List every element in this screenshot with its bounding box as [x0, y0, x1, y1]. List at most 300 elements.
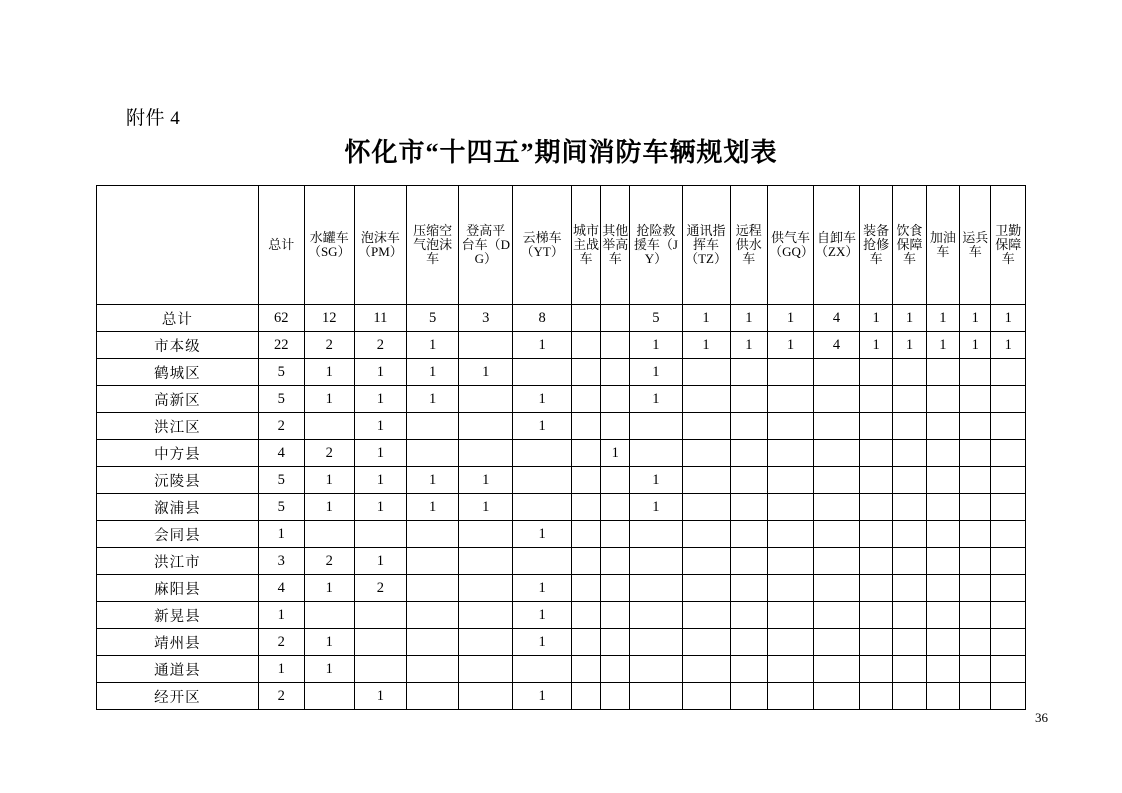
table-cell: 1: [960, 332, 991, 359]
table-cell: [859, 629, 892, 656]
table-cell: 1: [682, 332, 730, 359]
table-cell: [730, 656, 768, 683]
table-cell: [814, 521, 860, 548]
table-cell: 1: [354, 359, 406, 386]
table-cell: [682, 629, 730, 656]
table-cell: [814, 575, 860, 602]
table-cell: [991, 629, 1026, 656]
table-cell: [768, 548, 814, 575]
table-cell: [406, 521, 458, 548]
table-cell: [926, 656, 959, 683]
table-cell: [768, 440, 814, 467]
table-cell: [630, 602, 682, 629]
table-cell: [571, 494, 600, 521]
table-cell: [926, 467, 959, 494]
table-cell: [630, 521, 682, 548]
table-cell: 5: [406, 305, 458, 332]
table-cell: [893, 413, 926, 440]
table-cell: [991, 683, 1026, 710]
table-cell: [682, 548, 730, 575]
table-cell: [893, 467, 926, 494]
table-cell: [730, 575, 768, 602]
table-row: [97, 467, 1026, 494]
table-cell: 1: [513, 629, 571, 656]
table-cell: [459, 602, 513, 629]
table-cell: [926, 413, 959, 440]
table-cell: [768, 683, 814, 710]
row-region-label: 通道县: [97, 656, 259, 683]
table-cell: [571, 629, 600, 656]
table-cell: [304, 683, 354, 710]
table-cell: [682, 440, 730, 467]
table-cell: [459, 440, 513, 467]
table-cell: [630, 440, 682, 467]
table-cell: [730, 494, 768, 521]
table-cell: [859, 521, 892, 548]
table-cell: 1: [513, 602, 571, 629]
table-cell: [682, 467, 730, 494]
column-header-ladder: 云梯车（YT）: [513, 186, 571, 305]
table-cell: [730, 440, 768, 467]
attachment-label: 附件 4: [126, 108, 181, 129]
table-cell: [601, 521, 630, 548]
table-cell: [730, 413, 768, 440]
table-cell: [459, 683, 513, 710]
table-cell: 1: [630, 494, 682, 521]
table-cell: 1: [926, 305, 959, 332]
table-cell: [354, 629, 406, 656]
table-cell: [304, 413, 354, 440]
table-cell: 2: [258, 629, 304, 656]
table-cell: 2: [304, 548, 354, 575]
table-cell: [991, 413, 1026, 440]
table-cell: [406, 575, 458, 602]
table-cell: 1: [991, 305, 1026, 332]
row-region-label: 靖州县: [97, 629, 259, 656]
table-cell: 22: [258, 332, 304, 359]
table-cell: 1: [513, 386, 571, 413]
table-cell: [768, 521, 814, 548]
column-header-support: 卫勤保障车: [991, 186, 1026, 305]
table-cell: [991, 494, 1026, 521]
table-cell: [768, 413, 814, 440]
table-cell: [406, 548, 458, 575]
table-cell: 1: [406, 359, 458, 386]
table-cell: [893, 521, 926, 548]
table-cell: 1: [513, 575, 571, 602]
table-cell: [459, 386, 513, 413]
table-cell: [814, 548, 860, 575]
table-row: [97, 629, 1026, 656]
table-cell: [601, 494, 630, 521]
row-region-label: 会同县: [97, 521, 259, 548]
table-cell: [926, 629, 959, 656]
table-cell: 4: [258, 440, 304, 467]
table-cell: 1: [630, 359, 682, 386]
row-region-label: 洪江区: [97, 413, 259, 440]
table-cell: [630, 656, 682, 683]
table-cell: [571, 386, 600, 413]
table-cell: [814, 386, 860, 413]
table-cell: 62: [258, 305, 304, 332]
table-cell: [630, 413, 682, 440]
table-cell: [893, 386, 926, 413]
table-cell: [960, 656, 991, 683]
table-cell: [960, 467, 991, 494]
table-cell: [513, 467, 571, 494]
column-header-other-lift: 其他举高车: [601, 186, 630, 305]
table-cell: 1: [354, 683, 406, 710]
table-cell: [682, 413, 730, 440]
row-region-label: 鹤城区: [97, 359, 259, 386]
table-cell: [513, 494, 571, 521]
table-cell: [601, 548, 630, 575]
table-cell: 1: [304, 656, 354, 683]
table-cell: [893, 359, 926, 386]
table-cell: [991, 359, 1026, 386]
table-cell: [893, 629, 926, 656]
table-cell: 1: [730, 305, 768, 332]
table-cell: 2: [258, 683, 304, 710]
table-cell: [730, 629, 768, 656]
table-cell: [459, 629, 513, 656]
table-cell: 3: [258, 548, 304, 575]
table-cell: [926, 683, 959, 710]
table-cell: [859, 440, 892, 467]
table-cell: [682, 386, 730, 413]
page-title: 怀化市“十四五”期间消防车辆规划表: [344, 138, 778, 167]
table-cell: [768, 494, 814, 521]
table-cell: [730, 548, 768, 575]
table-cell: [859, 656, 892, 683]
table-cell: [406, 629, 458, 656]
column-header-platform: 登高平台车（DG）: [459, 186, 513, 305]
table-cell: [960, 548, 991, 575]
table-cell: 5: [258, 494, 304, 521]
table-cell: [571, 413, 600, 440]
table-cell: [960, 521, 991, 548]
table-cell: [571, 440, 600, 467]
table-cell: [601, 413, 630, 440]
row-region-label: 沅陵县: [97, 467, 259, 494]
table-cell: [571, 521, 600, 548]
column-header-fuel: 加油车: [926, 186, 959, 305]
table-cell: 1: [406, 467, 458, 494]
table-cell: [814, 413, 860, 440]
table-cell: [926, 494, 959, 521]
table-cell: [960, 440, 991, 467]
table-cell: [459, 575, 513, 602]
table-cell: [601, 629, 630, 656]
table-body: [97, 305, 1026, 710]
table-cell: [601, 467, 630, 494]
table-cell: 1: [406, 494, 458, 521]
table-row: [97, 305, 1026, 332]
table-cell: [893, 494, 926, 521]
table-cell: [926, 602, 959, 629]
table-cell: 1: [354, 413, 406, 440]
table-cell: 8: [513, 305, 571, 332]
table-cell: [571, 602, 600, 629]
table-cell: 5: [258, 467, 304, 494]
table-cell: [768, 359, 814, 386]
table-cell: [730, 467, 768, 494]
table-cell: 1: [354, 548, 406, 575]
table-cell: [893, 602, 926, 629]
table-cell: [991, 575, 1026, 602]
table-cell: [859, 386, 892, 413]
table-cell: [406, 602, 458, 629]
table-cell: [459, 656, 513, 683]
table-cell: [601, 332, 630, 359]
column-header-gas: 供气车（GQ）: [768, 186, 814, 305]
table-row: [97, 386, 1026, 413]
table-cell: [960, 602, 991, 629]
table-cell: [730, 359, 768, 386]
table-cell: 1: [513, 332, 571, 359]
table-cell: [601, 575, 630, 602]
table-cell: [601, 305, 630, 332]
table-row: [97, 656, 1026, 683]
table-header-row: [97, 186, 1026, 305]
table-cell: 1: [459, 467, 513, 494]
column-header-water: 水罐车（SG）: [304, 186, 354, 305]
table-cell: [859, 413, 892, 440]
table-cell: 1: [258, 602, 304, 629]
table-cell: [960, 629, 991, 656]
table-cell: [960, 575, 991, 602]
table-cell: [859, 602, 892, 629]
table-cell: [859, 467, 892, 494]
table-cell: [960, 359, 991, 386]
table-cell: [513, 548, 571, 575]
column-header-transport: 运兵车: [960, 186, 991, 305]
table-cell: [960, 386, 991, 413]
table-cell: 11: [354, 305, 406, 332]
table-cell: 1: [258, 521, 304, 548]
table-cell: [601, 683, 630, 710]
table-cell: [571, 467, 600, 494]
table-cell: [926, 521, 959, 548]
table-cell: 12: [304, 305, 354, 332]
table-cell: [859, 359, 892, 386]
table-cell: [406, 656, 458, 683]
fire-vehicle-plan-table: [96, 185, 1026, 710]
table-cell: 1: [960, 305, 991, 332]
table-row: [97, 548, 1026, 575]
table-cell: [304, 521, 354, 548]
table-cell: [991, 521, 1026, 548]
column-header-total: 总计: [258, 186, 304, 305]
table-cell: [768, 602, 814, 629]
table-cell: [630, 629, 682, 656]
column-header-food: 饮食保障车: [893, 186, 926, 305]
table-cell: [768, 629, 814, 656]
table-cell: 5: [630, 305, 682, 332]
column-header-remote-water: 远程供水车: [730, 186, 768, 305]
table-cell: [730, 521, 768, 548]
table-cell: 1: [354, 467, 406, 494]
table-cell: [459, 548, 513, 575]
table-cell: [682, 683, 730, 710]
table-cell: 1: [304, 575, 354, 602]
table-cell: [814, 494, 860, 521]
table-cell: [730, 683, 768, 710]
table-cell: [682, 521, 730, 548]
table-cell: [730, 602, 768, 629]
table-row: [97, 602, 1026, 629]
table-cell: [814, 629, 860, 656]
row-region-label: 洪江市: [97, 548, 259, 575]
column-header-foam: 泡沫车（PM）: [354, 186, 406, 305]
table-cell: 1: [893, 305, 926, 332]
table-row: [97, 494, 1026, 521]
table-cell: [682, 656, 730, 683]
table-cell: [960, 413, 991, 440]
column-header-self-unload: 自卸车（ZX）: [814, 186, 860, 305]
table-cell: [406, 683, 458, 710]
table-cell: [730, 386, 768, 413]
table-cell: [814, 683, 860, 710]
table-cell: [926, 440, 959, 467]
table-cell: 1: [354, 494, 406, 521]
table-cell: [768, 386, 814, 413]
table-cell: 1: [991, 332, 1026, 359]
table-cell: [859, 575, 892, 602]
table-cell: 4: [814, 305, 860, 332]
table-cell: 1: [459, 359, 513, 386]
table-cell: [926, 548, 959, 575]
table-cell: 2: [258, 413, 304, 440]
table-cell: [991, 440, 1026, 467]
table-cell: 1: [354, 440, 406, 467]
table-cell: [991, 656, 1026, 683]
table-cell: 1: [304, 359, 354, 386]
table-cell: 1: [630, 467, 682, 494]
table-row: [97, 575, 1026, 602]
table-cell: [571, 548, 600, 575]
table-cell: [814, 602, 860, 629]
row-region-label: 总计: [97, 305, 259, 332]
table-cell: [513, 359, 571, 386]
table-cell: [859, 548, 892, 575]
table-cell: [630, 683, 682, 710]
table-cell: [960, 494, 991, 521]
table-cell: [571, 575, 600, 602]
table-cell: [459, 413, 513, 440]
table-cell: [893, 440, 926, 467]
table-cell: 1: [513, 413, 571, 440]
table-cell: [893, 548, 926, 575]
table-cell: [571, 332, 600, 359]
row-region-label: 中方县: [97, 440, 259, 467]
table-cell: 1: [304, 629, 354, 656]
table-cell: [991, 467, 1026, 494]
table-cell: 1: [513, 521, 571, 548]
table-cell: [814, 656, 860, 683]
table-cell: 4: [258, 575, 304, 602]
table-cell: [513, 656, 571, 683]
table-cell: [991, 386, 1026, 413]
table-cell: [682, 602, 730, 629]
row-region-label: 麻阳县: [97, 575, 259, 602]
table-cell: 1: [459, 494, 513, 521]
table-cell: 5: [258, 359, 304, 386]
table-cell: 1: [893, 332, 926, 359]
table-cell: [571, 305, 600, 332]
page-number: 36: [1035, 710, 1048, 725]
table-cell: 1: [926, 332, 959, 359]
table-row: [97, 413, 1026, 440]
column-header-compressed: 压缩空气泡沫车: [406, 186, 458, 305]
table-cell: 2: [304, 440, 354, 467]
table-cell: 1: [258, 656, 304, 683]
table-cell: [459, 332, 513, 359]
table-cell: [926, 359, 959, 386]
table-cell: [814, 440, 860, 467]
table-row: [97, 359, 1026, 386]
table-cell: 1: [859, 305, 892, 332]
table-cell: [601, 359, 630, 386]
table-cell: 2: [354, 332, 406, 359]
row-region-label: 溆浦县: [97, 494, 259, 521]
table-cell: 4: [814, 332, 860, 359]
table-cell: [571, 359, 600, 386]
table-cell: [354, 521, 406, 548]
table-cell: 1: [768, 332, 814, 359]
table-cell: [601, 602, 630, 629]
table-cell: [513, 440, 571, 467]
table-cell: [682, 575, 730, 602]
table-cell: [354, 602, 406, 629]
table-row: [97, 683, 1026, 710]
table-cell: [814, 467, 860, 494]
table-cell: [926, 386, 959, 413]
table-cell: 2: [304, 332, 354, 359]
table-cell: 3: [459, 305, 513, 332]
table-cell: [960, 683, 991, 710]
column-header-equip-repair: 装备抢修车: [859, 186, 892, 305]
table-row: [97, 521, 1026, 548]
table-cell: [630, 548, 682, 575]
row-region-label: 市本级: [97, 332, 259, 359]
column-header-city-main: 城市主战车: [571, 186, 600, 305]
table-cell: 1: [682, 305, 730, 332]
table-cell: 2: [354, 575, 406, 602]
table-cell: [893, 575, 926, 602]
table-cell: [768, 467, 814, 494]
table-row: [97, 332, 1026, 359]
row-region-label: 经开区: [97, 683, 259, 710]
row-region-label: 高新区: [97, 386, 259, 413]
table-cell: [354, 656, 406, 683]
table-cell: [991, 602, 1026, 629]
table-cell: 1: [354, 386, 406, 413]
table-cell: [768, 575, 814, 602]
table-cell: [304, 602, 354, 629]
table-cell: [893, 656, 926, 683]
table-cell: [768, 656, 814, 683]
table-cell: 1: [601, 440, 630, 467]
table-cell: [406, 440, 458, 467]
table-cell: 1: [859, 332, 892, 359]
table-cell: [859, 494, 892, 521]
column-header-region: [97, 186, 259, 305]
table-cell: [630, 575, 682, 602]
table-cell: [893, 683, 926, 710]
table-row: [97, 440, 1026, 467]
column-header-rescue: 抢险救援车（JY）: [630, 186, 682, 305]
